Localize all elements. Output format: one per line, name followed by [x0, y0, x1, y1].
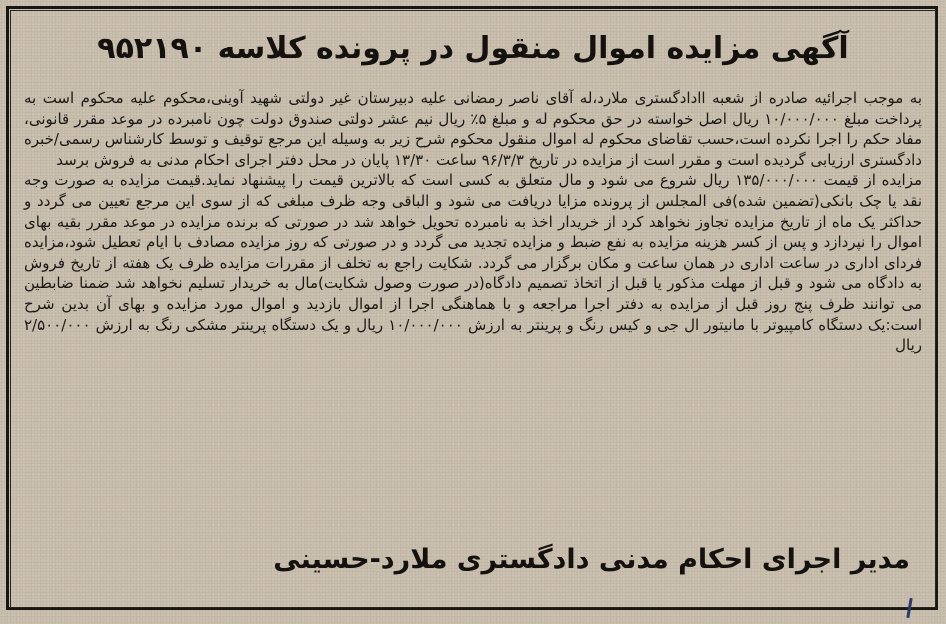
notice-paragraph: مزایده از قیمت ۱۳۵/۰۰۰/۰۰۰ ریال شروع می شود و مال متعلق به کسی است که بالاترین قیمت را پیشنهاد نماید.قیمت مزایده به صورت وجه نقد یا چک بانکی(تضمین شده)فی المجلس از پرونده مزایا دریافت می شود و الباقی وجه ظرف مبلغی که از سوی این مرجع تعیین می گردد و حداکثر یک ماه از تاریخ مزایده تجاوز نخواهد کرد از خریدار اخذ به نامبرده تحویل خواهد شد در صورتی که برنده مزایده در موعد مقرر بقیه بهای اموال را نپردازد و پس از کسر هزینه مزایده به نفع ضبط و مزایده تجدید می گردد و در صورتی که روز مزایده مصادف با ایام تعطیل شود،مزایده فردای اداری در ساعت اداری در همان ساعت و مکان برگزار می گردد. شکایت راجع به تخلف از مقررات مزایده ظرف یک هفته از تاریخ فروش به دادگاه می شود و قبل از مهلت مذکور یا قبل از اتخاذ تصمیم دادگاه(در صورت وصول شکایت)مال به خریدار تسلیم نخواهد شد ضمنا ضابطین می توانند ظرف پنج روز قبل از مزایده به دفتر اجرا مراجعه و با هماهنگی اجرا از اموال بازدید و اموال مورد مزایده و بهای آن بدین شرح است:یک دستگاه کامپیوتر با مانیتور ال جی و کیس رنگ و پرینتر به ارزش ۱۰/۰۰۰/۰۰۰ ریال و یک دستگاه پرینتر مشکی رنگ به ارزش ۲/۵۰۰/۰۰۰ ریال: [24, 171, 923, 355]
notice-signature: مدیر اجرای احکام مدنی دادگستری ملارد-حسینی: [273, 544, 910, 575]
notice-title: آگهی مزایده اموال منقول در پرونده کلاسه ۹۵۲۱۹۰: [97, 31, 849, 66]
notice-body: [24, 88, 922, 356]
notice-paragraph: به موجب اجرائیه صادره از شعبه اادادگستری ملارد،له آقای ناصر رمضانی علیه دبیرستان غیر دولتی شهید آوینی،محکوم علیه محکوم است به پرداخت مبلغ ۱۰/۰۰۰/۰۰۰ ریال اصل خواسته در حق محکوم له و مبلغ ۵٪ ریال نیم عشر دولتی صندوق دولت چون نامبرده در موعد مقرر قانونی، مفاد حکم را اجرا نکرده است،حسب تقاضای محکوم له اموال منقول محکوم شرح زیر به وسیله این مرجع توقیف و توسط کارشناس رسمی/خبره دادگستری ارزیابی گردیده است و مقرر است از مزایده در تاریخ ۹۶/۳/۳ ساعت ۱۳/۳۰ پایان در محل دفتر اجرای احکام مدنی به فروش برسد: [24, 89, 922, 169]
